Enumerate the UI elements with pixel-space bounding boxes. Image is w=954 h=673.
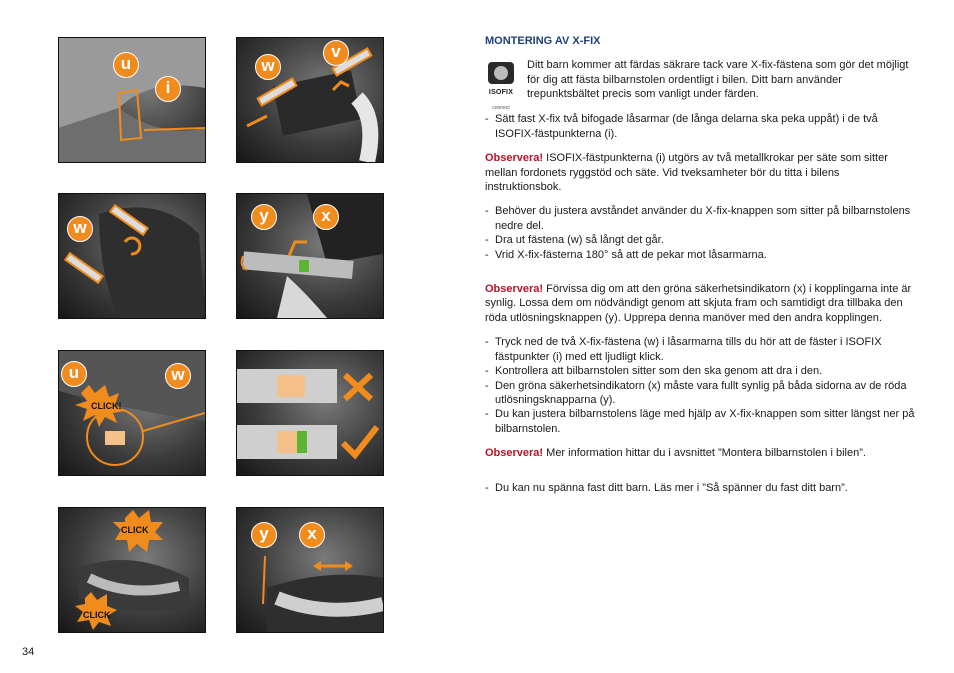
- section-heading: MONTERING AV X-FIX: [485, 35, 601, 47]
- list-item: - Vrid X-fix-fästerna 180° så att de pekar mot låsarmarna.: [485, 248, 917, 262]
- isofix-logo-icon: [485, 62, 517, 111]
- step-list-1: [485, 112, 917, 141]
- step-list-3: [485, 335, 917, 436]
- note-paragraph: [485, 151, 917, 194]
- incorrect-icon: [345, 375, 371, 399]
- note-text: ISOFIX-fästpunkterna (i) utgörs av två metallkrokar per säte som sitter mellan fordonets ryggstöd och säte. Vid tveksamheter bör du titta i bilens instruktionsbok.: [485, 152, 888, 194]
- logo-label: ISOFIX: [488, 89, 514, 97]
- label-badge: x: [313, 204, 339, 230]
- label-badge: x: [299, 522, 325, 548]
- photo-indicator-check: [236, 350, 384, 476]
- list-item: - Du kan nu spänna fast ditt barn. Läs mer i ”Så spänner du fast ditt barn”.: [485, 481, 917, 495]
- correct-icon: [343, 427, 377, 455]
- list-item: - Dra ut fästena (w) så långt det går.: [485, 233, 917, 247]
- photo-extend-fasteners: [58, 193, 206, 319]
- list-item: - Du kan justera bilbarnstolens läge med hjälp av X-fix-knappen som sitter längst ner på bilbarnstolen.: [485, 407, 917, 436]
- list-item: - Kontrollera att bilbarnstolen sitter som den ska genom att dra i den.: [485, 364, 917, 378]
- booster-illustration: [59, 194, 205, 318]
- list-item: - Den gröna säkerhetsindikatorn (x) måste vara fullt synlig på båda sidorna av de röda utlösningsknapparna (y).: [485, 379, 917, 408]
- photo-adjust-position: [236, 507, 384, 633]
- photo-release-button: [236, 193, 384, 319]
- list-item: - Behöver du justera avståndet använder du X-fix-knappen som sitter på bilbarnstolens nedre del.: [485, 204, 917, 233]
- label-badge: y: [251, 204, 277, 230]
- intro-block: [485, 58, 917, 111]
- label-badge: w: [67, 216, 93, 242]
- label-badge: w: [255, 54, 281, 80]
- step-list-2: [485, 204, 917, 262]
- note-paragraph: [485, 282, 917, 325]
- label-badge: i: [155, 76, 181, 102]
- note-text: Förvissa dig om att den gröna säkerhetsindikatorn (x) i kopplingarna inte är synlig. Lossa dem om nödvändigt genom att skjuta fram och samtidigt dra tillbaka den röda utlösningsknappen (y). Upprepa denna manöver med den andra kopplingen.: [485, 283, 912, 324]
- label-badge: w: [165, 363, 191, 389]
- label-badge: y: [251, 522, 277, 548]
- intro-text: Ditt barn kommer att färdas säkrare tack vare X-fix-fästena som gör det möjligt för dig att fästa bilbarnstolen ordentligt i bilen. Ditt barn använder trepunktsbältet precis som vanligt under färden.: [527, 59, 909, 101]
- note-label: Observera!: [485, 447, 544, 460]
- list-item: - Sätt fast X-fix två bifogade låsarmar (de långa delarna ska peka uppåt) i de två ISOFIX-fästpunkterna (i).: [485, 112, 917, 141]
- photo-latch-arms: [236, 37, 384, 163]
- click-burst-label: CLICK: [83, 610, 111, 620]
- photo-click-attach: [58, 350, 206, 476]
- note-text: Mer information hittar du i avsnittet ”Montera bilbarnstolen i bilen”.: [543, 447, 866, 460]
- note-label: Observera!: [485, 283, 544, 296]
- page-number: 34: [22, 646, 35, 658]
- logo-sub: connect: [492, 104, 510, 111]
- click-burst-label: CLICK: [121, 525, 149, 535]
- note-paragraph: [485, 446, 917, 460]
- photo-isofix-anchor: [58, 37, 206, 163]
- photo-push-down: [58, 507, 206, 633]
- label-badge: v: [323, 40, 349, 66]
- label-badge: u: [113, 52, 139, 78]
- label-badge: u: [61, 361, 87, 387]
- list-item: - Tryck ned de två X-fix-fästena (w) i låsarmarna tills du hör att de fäster i ISOFIX fästpunkter (i) med ett ljudligt klick.: [485, 335, 917, 364]
- click-burst-label: CLICK!: [91, 401, 122, 411]
- step-list-4: [485, 481, 917, 495]
- note-label: Observera!: [485, 152, 544, 165]
- instructions-column: [485, 34, 917, 505]
- indicator-illustration: [237, 351, 383, 475]
